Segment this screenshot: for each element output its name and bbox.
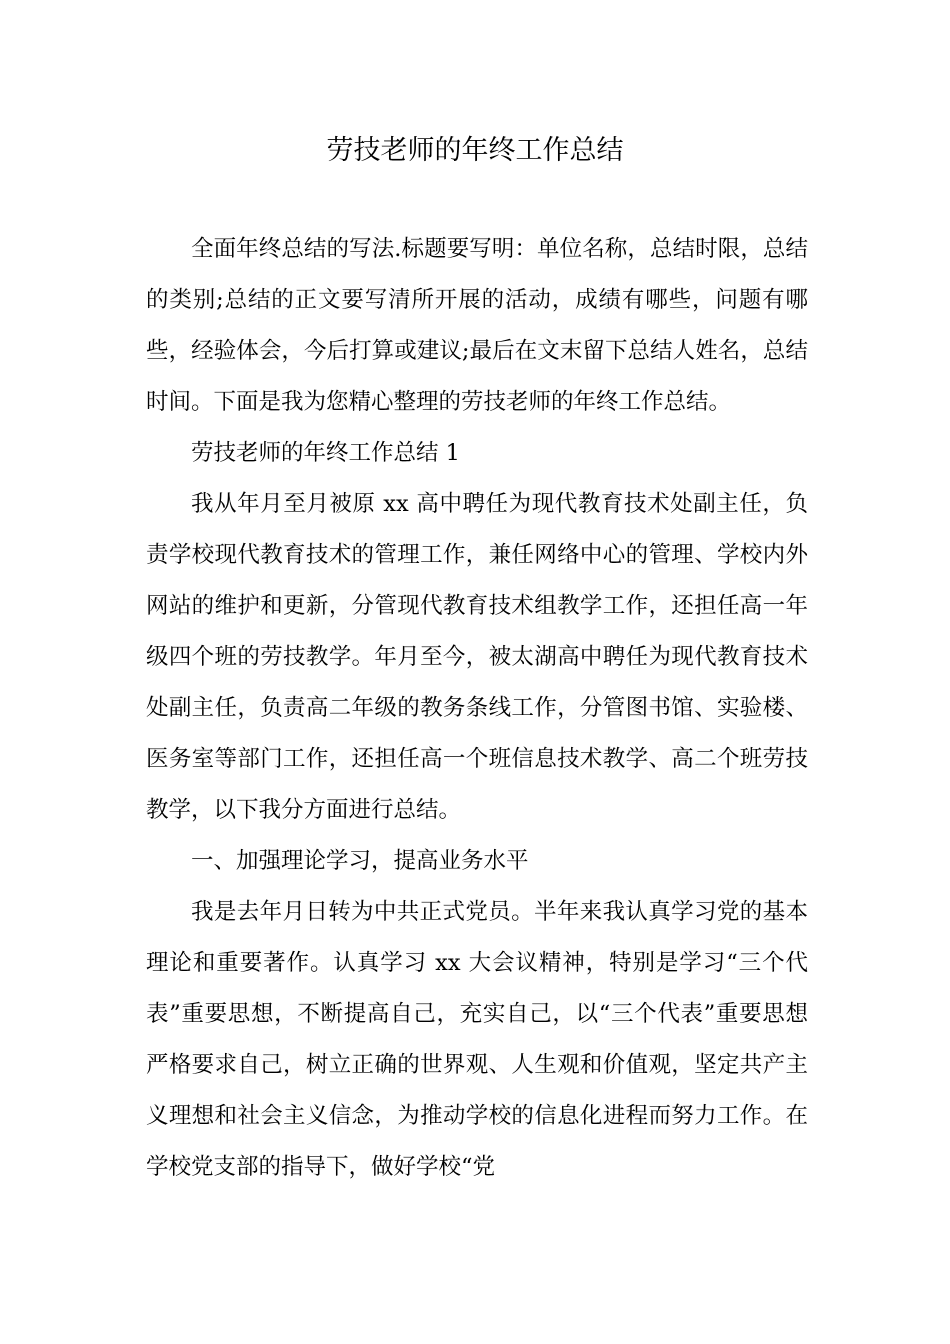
paragraph-work-overview: 我从年月至月被原 xx 高中聘任为现代教育技术处副主任，负责学校现代教育技术的管理工作，兼任网络中心的管理、学校内外网站的维护和更新，分管现代教育技术组教学工作，还担任高一年级四个班的劳技教学。年月至今，被太湖高中聘任为现代教育技术处副主任，负责高二年级的教务条线工作，分管图书馆、实验楼、医务室等部门工作，还担任高一个班信息技术教学、高二个班劳技教学，以下我分方面进行总结。 bbox=[146, 491, 808, 823]
paragraph-theory-study: 我是去年月日转为中共正式党员。半年来我认真学习党的基本理论和重要著作。认真学习 xx 大会议精神，特别是学习“三个代表”重要思想，不断提高自己，充实自己，以“三个代表”重要思想严格要求自己，树立正确的世界观、人生观和价值观，坚定共产主义理想和社会主义信念，为推动学校的信息化进程而努力工作。在学校党支部的指导下，做好学校“党 bbox=[146, 899, 808, 1180]
paragraph-intro: 全面年终总结的写法.标题要写明：单位名称，总结时限，总结的类别;总结的正文要写清所开展的活动，成绩有哪些，问题有哪些，经验体会，今后打算或建议;最后在文末留下总结人姓名，总结时间。下面是我为您精心整理的劳技老师的年终工作总结。 bbox=[146, 236, 808, 415]
document-title: 劳技老师的年终工作总结 bbox=[326, 135, 624, 166]
paragraph-section-heading: 一、加强理论学习，提高业务水平 bbox=[191, 848, 529, 874]
document-body bbox=[146, 224, 808, 1193]
paragraph-subheading: 劳技老师的年终工作总结 1 bbox=[191, 440, 460, 466]
